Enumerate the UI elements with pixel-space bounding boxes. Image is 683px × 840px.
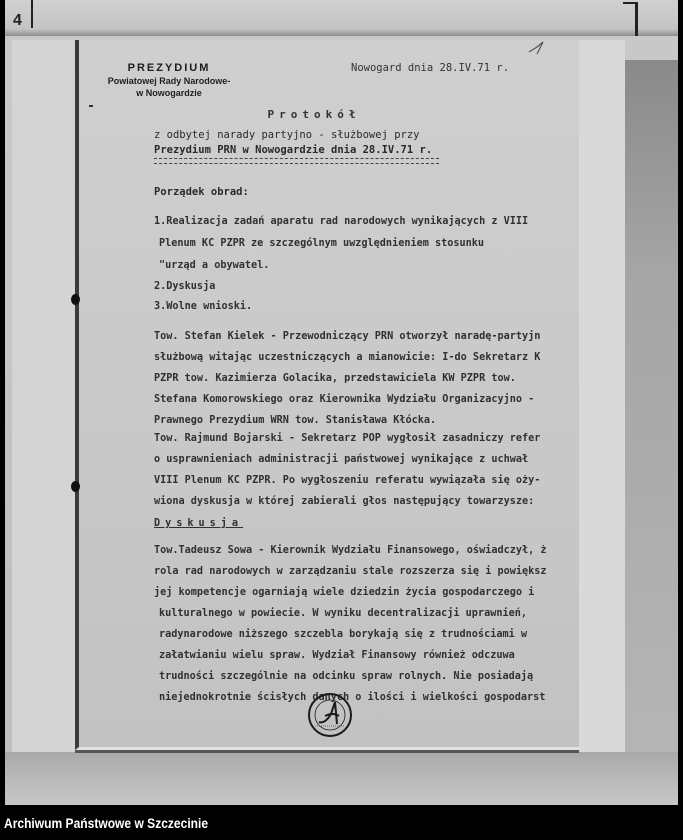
paragraph-line: niejednokrotnie ścisłych danych o ilości i wielkości gospodarst bbox=[159, 692, 546, 703]
frame-tick-mark bbox=[31, 0, 33, 28]
handwritten-page-number-icon bbox=[527, 40, 547, 58]
frame-number: 4 bbox=[13, 12, 22, 29]
scanned-microfilm-frame bbox=[5, 0, 678, 805]
subtitle-line: Prezydium PRN w Nowogardzie dnia 28.IV.71 r. bbox=[154, 144, 433, 156]
agenda-item: Plenum KC PZPR ze szczególnym uwzględnieniem stosunku bbox=[159, 238, 485, 249]
background-surface bbox=[5, 752, 678, 805]
paragraph-line: wiona dyskusja w której zabierali głos następujący towarzysze: bbox=[154, 496, 535, 507]
paragraph-line: Tow.Tadeusz Sowa - Kierownik Wydziału Finansowego, oświadczył, ż bbox=[154, 545, 547, 556]
backing-board-left bbox=[12, 40, 77, 752]
frame-corner-mark bbox=[623, 2, 638, 36]
discussion-heading: Dyskusja bbox=[154, 518, 244, 529]
binding-hole bbox=[71, 481, 80, 492]
issuer-line-3: w Nowogardzie bbox=[136, 88, 202, 98]
issuer-header-stamp bbox=[89, 62, 249, 98]
agenda-item: "urząd a obywatel. bbox=[159, 260, 270, 271]
archive-caption: Archiwum Państwowe w Szczecinie bbox=[4, 815, 209, 831]
background-shadow bbox=[623, 60, 678, 760]
frame-top-band bbox=[5, 0, 678, 36]
archive-stamp-icon bbox=[305, 692, 355, 738]
dash-mark bbox=[89, 105, 93, 107]
paragraph-line: Prawnego Prezydium WRN tow. Stanisława Kłócka. bbox=[154, 415, 437, 426]
subtitle-line: z odbytej narady partyjno - służbowej przy bbox=[154, 129, 420, 141]
issuer-line-2: Powiatowej Rady Narodowe- bbox=[107, 76, 231, 86]
agenda-heading: Porządek obrad: bbox=[154, 186, 249, 198]
paragraph-line: Tow. Stefan Kielek - Przewodniczący PRN otworzył naradę-partyjn bbox=[154, 331, 541, 342]
backing-board-right bbox=[575, 40, 625, 760]
paragraph-line: rola rad narodowych w zarządzaniu stale rozszerza się i powiększ bbox=[154, 566, 547, 577]
paragraph-line: służbową witając uczestniczących a mianowicie: I-do Sekretarz K bbox=[154, 352, 541, 363]
double-underline bbox=[154, 158, 439, 164]
paragraph-line: o usprawnieniach administracji państwowej wynikające z uchwał bbox=[154, 454, 529, 465]
paragraph-line: VIII Plenum KC PZPR. Po wygłoszeniu referatu wywiązała się oży- bbox=[154, 475, 541, 486]
document-title: Protokół bbox=[267, 108, 361, 121]
date-line: Nowogard dnia 28.IV.71 r. bbox=[351, 62, 510, 74]
agenda-item: 2.Dyskusja bbox=[154, 281, 216, 292]
document-page bbox=[75, 40, 579, 750]
agenda-item: 3.Wolne wnioski. bbox=[154, 301, 253, 312]
paragraph-line: PZPR tow. Kazimierza Golacika, przedstawiciela KW PZPR tow. bbox=[154, 373, 516, 384]
binding-hole bbox=[71, 294, 80, 305]
paragraph-line: jej kompetencje ogarniają wiele dziedzin życia gospodarczego i bbox=[154, 587, 535, 598]
paragraph-line: radynarodowe niższego szczebla borykają się z trudnościami w bbox=[159, 629, 528, 640]
paragraph-line: kulturalnego w powiecie. W wyniku decentralizacji uprawnień, bbox=[159, 608, 528, 619]
paragraph-line: Tow. Rajmund Bojarski - Sekretarz POP wygłosił zasadniczy refer bbox=[154, 433, 541, 444]
agenda-item: 1.Realizacja zadań aparatu rad narodowych wynikających z VIII bbox=[154, 216, 529, 227]
paragraph-line: załatwianiu wielu spraw. Wydział Finansowy również odczuwa bbox=[159, 650, 515, 661]
paragraph-line: trudności szczególnie na odcinku spraw rolnych. Nie posiadają bbox=[159, 671, 534, 682]
issuer-line-1: PREZYDIUM bbox=[127, 62, 211, 74]
paragraph-line: Stefana Komorowskiego oraz Kierownika Wydziału Organizacyjno - bbox=[154, 394, 535, 405]
